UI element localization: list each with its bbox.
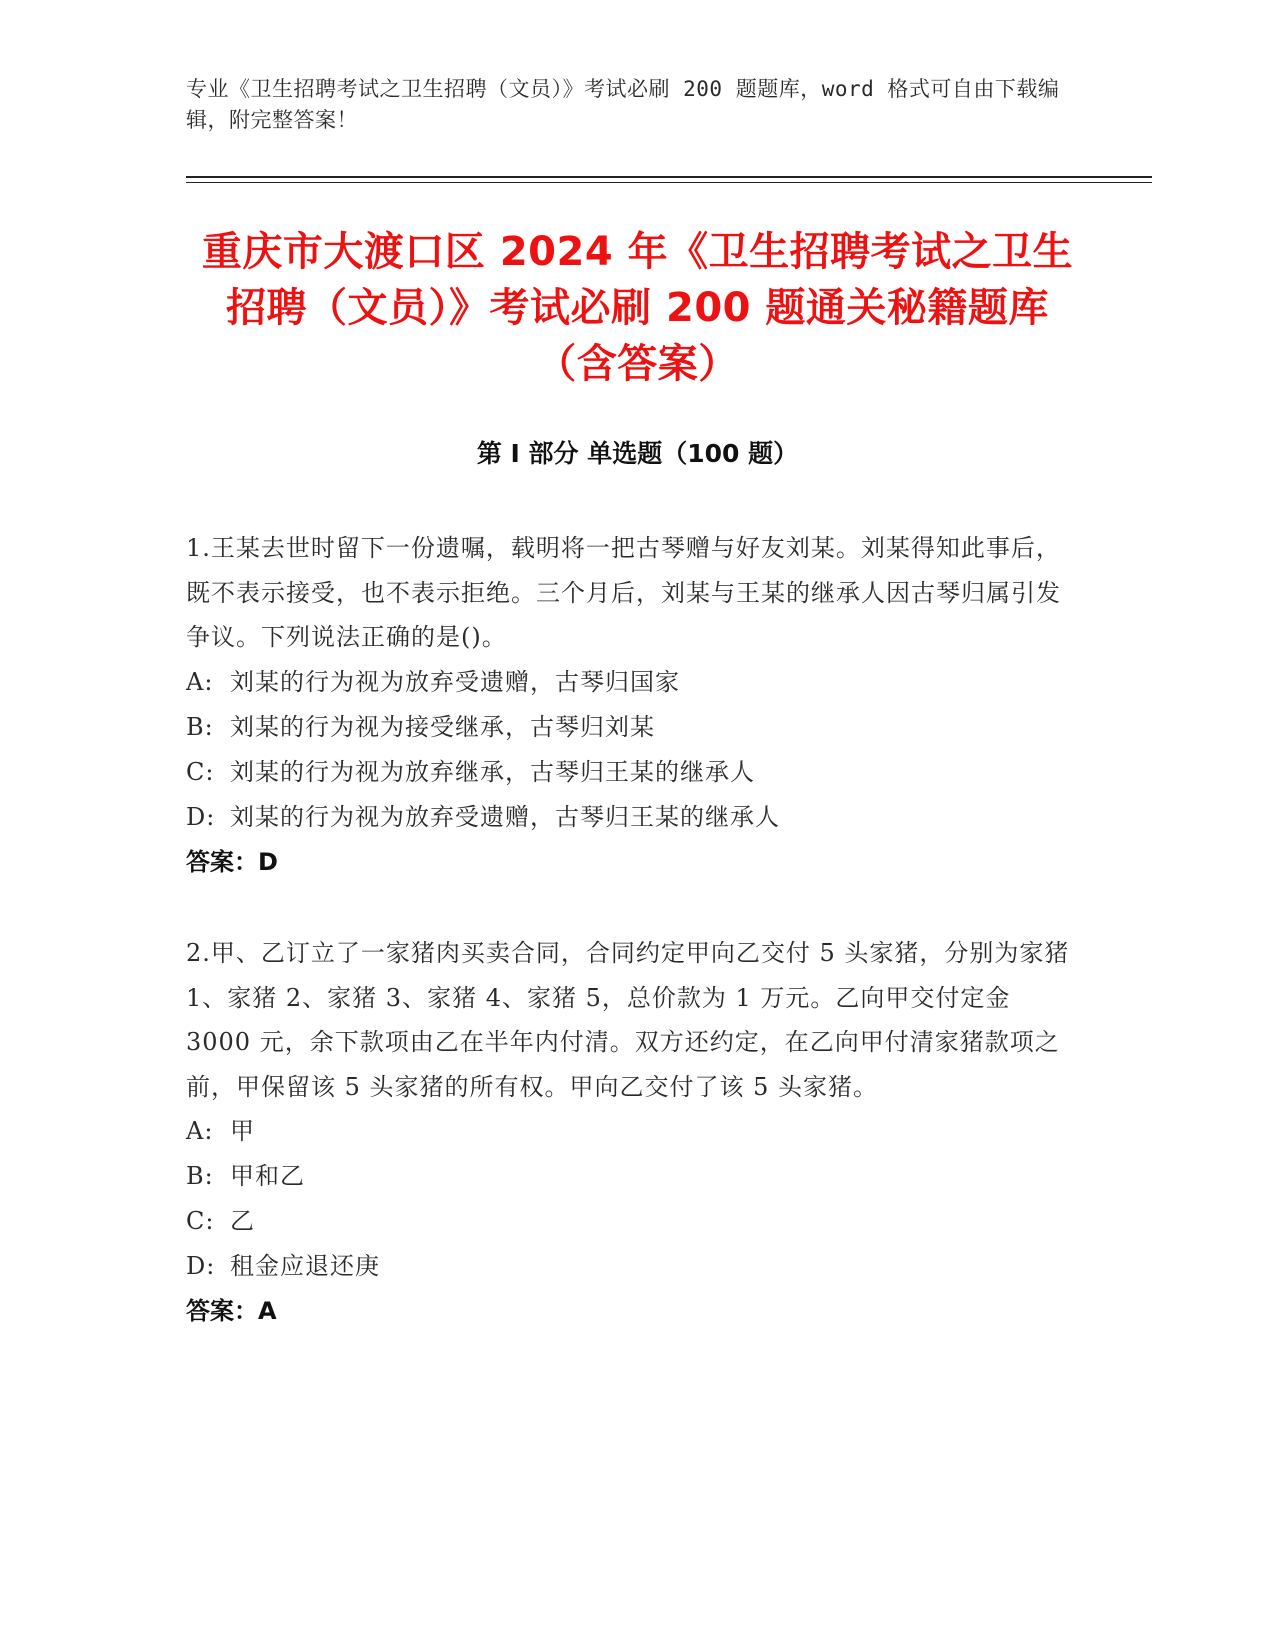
header-note: 专业《卫生招聘考试之卫生招聘（文员）》考试必刷 200 题题库，word 格式可自由下载编辑，附完整答案！ — [186, 77, 1060, 132]
option-key: B: — [186, 712, 214, 741]
option-key: C: — [186, 757, 215, 786]
option-text: 甲和乙 — [230, 1162, 305, 1190]
option-text: 刘某的行为视为放弃受遗赠，古琴归国家 — [230, 667, 680, 696]
option-key: B: — [186, 1162, 214, 1190]
option-c — [186, 1199, 1076, 1244]
answer-line: 答案：D — [186, 847, 278, 876]
question-block — [186, 931, 1076, 1334]
section-heading: 第 I 部分 单选题（100 题） — [476, 439, 799, 468]
document-title: 重庆市大渡口区 2024 年《卫生招聘考试之卫生招聘（文员）》考试必刷 200 题通关秘籍题库（含答案） — [201, 229, 1074, 387]
option-b — [186, 705, 1076, 750]
option-key: D: — [186, 802, 216, 831]
answer-line: 答案：A — [186, 1297, 277, 1325]
question-block — [186, 526, 1076, 885]
option-text: 刘某的行为视为放弃继承，古琴归王某的继承人 — [230, 757, 755, 786]
question-stem: 1.王某去世时留下一份遗嘱，载明将一把古琴赠与好友刘某。刘某得知此事后，既不表示接受，也不表示拒绝。三个月后，刘某与王某的继承人因古琴归属引发争议。下列说法正确的是()。 — [186, 534, 1061, 651]
option-d — [186, 1244, 1076, 1289]
option-text: 刘某的行为视为接受继承，古琴归刘某 — [230, 712, 655, 741]
option-text: 甲 — [230, 1117, 255, 1145]
option-key: D: — [186, 1252, 216, 1280]
option-a — [186, 1109, 1076, 1154]
option-key: A: — [186, 667, 214, 696]
option-key: C: — [186, 1207, 215, 1235]
option-b — [186, 1154, 1076, 1199]
option-a — [186, 660, 1076, 705]
option-text: 租金应退还庚 — [230, 1252, 380, 1280]
option-key: A: — [186, 1117, 214, 1145]
option-text: 刘某的行为视为放弃受遗赠，古琴归王某的继承人 — [230, 802, 780, 831]
header-divider-thin — [186, 182, 1152, 183]
header-divider-thick — [186, 176, 1152, 178]
question-stem: 2.甲、乙订立了一家猪肉买卖合同，合同约定甲向乙交付 5 头家猪，分别为家猪 1、家猪 2、家猪 3、家猪 4、家猪 5，总价款为 1 万元。乙向甲交付定金 3000 元，余下款项由乙在半年内付清。双方还约定，在乙向甲付清家猪款项之前，甲保留该 5 头家猪的所有权。甲向乙交付了该 5 头家猪。 — [186, 939, 1070, 1101]
option-c — [186, 750, 1076, 795]
option-text: 乙 — [230, 1207, 255, 1235]
option-d — [186, 795, 1076, 840]
